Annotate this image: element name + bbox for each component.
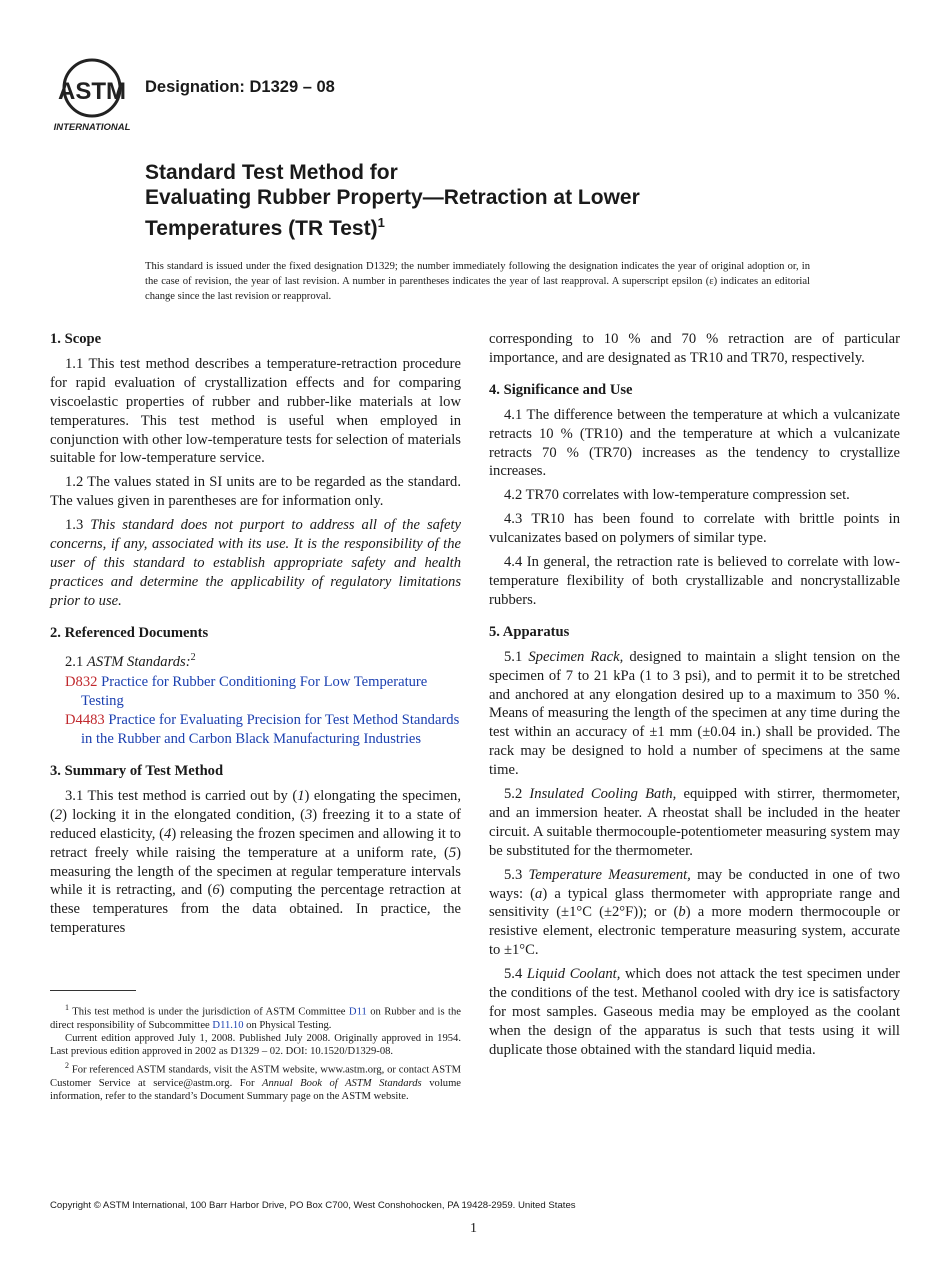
safety-caveat: This standard does not purport to address all of the safety concerns, if any, associated with its use. It is the responsibility of the user of this standard to establish appropriate safety and health practices and determine the applicability of regulatory limitations prior to use.: [50, 517, 461, 609]
footnotes: [50, 1001, 461, 1103]
section-heading-summary: 3. Summary of Test Method: [50, 762, 224, 779]
footnote-2: $^2$ For referenced ASTM standards, visit the ASTM website, www.astm.org, or contact ASTM Customer Service at service@astm.org. For Annual Book of ASTM Standards volume information, refer to the standard’s Document Summary page on the ASTM website.: [50, 1060, 462, 1102]
reference-d832[interactable]: [50, 673, 461, 711]
title-line-3-text: Temperatures (TR Test): [145, 217, 378, 240]
reference-title-link[interactable]: Practice for Rubber Conditioning For Low Temperature Testing: [81, 674, 428, 710]
footnote-1: $^1$ This test method is under the jurisdiction of ASTM Committee D11 on Rubber and is the direct responsibility of Subcommittee D11.10 on Physical Testing.: [50, 1003, 461, 1031]
paragraph-5-1: 5.1 Specimen Rack, designed to maintain a slight tension on the specimen of 7 to 21 kPa (1 to 3 psi), and to permit it to be stretched and anchored at any elongation desired up to a maximum to 350 %. Means of measuring the length of the specimen at any time during the test within an accuracy of ±1 mm (±0.04 in.) shall be provided. The rack may be designed to hold a number of specimens at the same time.: [489, 648, 900, 779]
astm-logo: [50, 55, 134, 133]
committee-link[interactable]: D11: [348, 1006, 367, 1018]
paragraph-3-1: 3.1 This test method is carried out by (1) elongating the specimen, (2) locking it in the elongated condition, (3) freezing it to a state of reduced elasticity, (4) releasing the frozen specimen and allowing it to retract freely while raising the temperature at a uniform rate, (5) measuring the length of the specimen at regular temperature intervals while it is retracting, and (6) computing the percentage retraction at these temperatures from the data obtained. In practice, the temperatures: [50, 787, 461, 937]
page-number: 1: [470, 1221, 477, 1236]
paragraph-1-1: 1.1 This test method describes a temperature-retraction procedure for rapid evaluation of crystallization effects and for comparing viscoelastic properties of rubber and rubber-like materials at low temperatures. This test method is useful when employed in conjunction with other low-temperature tests for selection of materials suitable for low-temperature service.: [50, 355, 461, 467]
intro-note: This standard is issued under the fixed designation D1329; the number immediately following the designation indicates the year of original adoption or, in the case of revision, the year of last revision. A number in parentheses indicates the year of last reapproval. A superscript epsilon (ε) indicates an editorial change since the last revision or reapproval.: [145, 261, 810, 303]
title-footnote-mark: 1: [377, 215, 385, 230]
section-heading-scope: 1. Scope: [50, 331, 102, 347]
logo-letters: ASTM: [58, 78, 126, 105]
paragraph-5-2: 5.2 Insulated Cooling Bath, equipped with stirrer, thermometer, and an immersion heater. A rheostat shall be included in the heater circuit. A suitable thermocouple-potentiometer measuring system may be substituted for the thermometer.: [489, 786, 900, 859]
paragraph-5-3: 5.3 Temperature Measurement, may be conducted in one of two ways: (a) a typical glass thermometer with appropriate range and sensitivity (±1°C (±2°F)); or (b) a more modern thermocouple or resistive element, electronic temperature measuring system, accurate to ±1°C.: [489, 866, 901, 959]
designation: Designation: D1329 – 08: [145, 78, 335, 96]
paragraph-number: 1.3: [65, 517, 84, 534]
astm-standards-label: ASTM Standards:: [86, 653, 191, 670]
title-line-2: Evaluating Rubber Property—Retraction at Lower: [145, 186, 640, 209]
reference-d4483[interactable]: [50, 711, 461, 749]
paragraph-number: 2.1: [65, 653, 84, 670]
left-column: [50, 330, 461, 943]
footnote-divider: [50, 990, 136, 991]
title-line-1: Standard Test Method for: [145, 161, 398, 184]
logo-label: INTERNATIONAL: [53, 122, 131, 133]
subcommittee-link[interactable]: D11.10: [212, 1019, 244, 1031]
paragraph-5-4: 5.4 Liquid Coolant, which does not attack the test specimen under the conditions of the test. Methanol cooled with dry ice is satisfactory for most samples. Gaseous media may be employed as the coolant when the design of the apparatus is such that tests using it will duplicate those obtained with the standard liquid media.: [489, 966, 900, 1058]
footnote-ref: 2: [190, 651, 196, 663]
paragraph-4-4: 4.4 In general, the retraction rate is believed to correlate with low-temperature flexibility of both crystallizable and noncrystallizable rubbers.: [489, 554, 900, 608]
footnote-mark: 1: [65, 1003, 69, 1012]
title-line-3: [145, 210, 845, 241]
reference-title-link[interactable]: Practice for Evaluating Precision for Test Method Standards in the Rubber and Carbon Black Manufacturing Industries: [81, 712, 460, 748]
reference-code-link[interactable]: D832: [65, 674, 98, 691]
page-title: [145, 160, 845, 241]
reference-code-link[interactable]: D4483: [65, 712, 105, 729]
section-heading-referenced-documents: 2. Referenced Documents: [50, 624, 209, 641]
footnote-mark: 2: [65, 1060, 69, 1070]
paragraph-4-3: 4.3 TR10 has been found to correlate with brittle points in vulcanizates based on polymers of similar type.: [489, 511, 900, 547]
astm-standards-heading: [50, 649, 461, 672]
paragraph-3-1-continued: corresponding to 10 % and 70 % retraction are of particular importance, and are designated as TR10 and TR70, respectively.: [489, 331, 900, 366]
paragraph-4-2: 4.2 TR70 correlates with low-temperature compression set.: [504, 487, 850, 504]
section-heading-apparatus: 5. Apparatus: [489, 623, 570, 640]
footnote-1-edition: Current edition approved July 1, 2008. Published July 2008. Originally approved in 1954. Last previous edition approved in 2002 as D1329 – 02. DOI: 10.1520/D1329-08.: [50, 1033, 461, 1058]
paragraph-1-2: 1.2 The values stated in SI units are to be regarded as the standard. The values given in parentheses are for information only.: [50, 474, 461, 510]
copyright-notice: Copyright © ASTM International, 100 Barr Harbor Drive, PO Box C700, West Conshohocken, PA 19428-2959. United States: [50, 1200, 576, 1211]
paragraph-4-1: 4.1 The difference between the temperature at which a vulcanizate retracts 10 % (TR10) and the temperature at which a vulcanizate retracts 70 % (TR70) increases as the tendency to crystallize increases.: [489, 406, 900, 480]
section-heading-significance: 4. Significance and Use: [489, 381, 633, 398]
paragraph-1-3: [50, 516, 461, 611]
right-column: [489, 330, 900, 1065]
